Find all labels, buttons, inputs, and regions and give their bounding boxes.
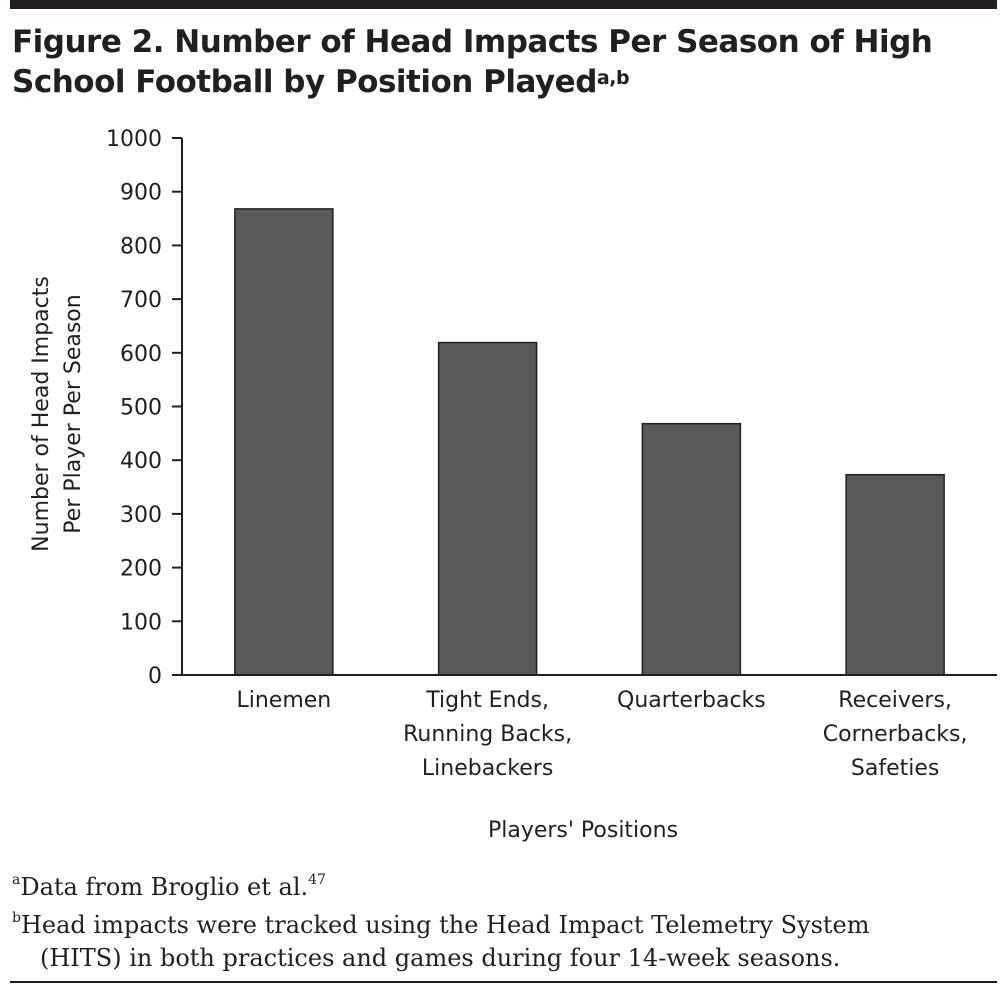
y-tick-label: 0: [148, 664, 162, 689]
y-axis-title: [29, 276, 86, 552]
footnote-b-continued: (HITS) in both practices and games during four 14-week seasons.: [40, 944, 841, 972]
x-tick-label-line: Tight Ends,: [426, 688, 549, 713]
x-tick-label: [617, 688, 766, 713]
footnote-b-line1: Head impacts were tracked using the Head Impact Telemetry System: [20, 911, 870, 939]
y-tick-label: 200: [120, 556, 162, 582]
y-tick-label: 100: [120, 610, 162, 636]
footnote-a-reference: 47: [308, 872, 326, 888]
x-tick-label: [403, 688, 572, 781]
y-axis-ticks: [106, 127, 182, 689]
x-tick-label-line: Linebackers: [421, 756, 554, 781]
figure-title-superscript: a,b: [596, 67, 630, 89]
x-tick-label-line: Linemen: [236, 688, 332, 713]
y-tick-label: 700: [120, 288, 162, 314]
bar: [439, 343, 537, 675]
y-tick-label: 500: [120, 395, 162, 421]
y-tick-label: 400: [120, 449, 162, 475]
figure-title: [12, 22, 997, 102]
x-tick-label-line: Running Backs,: [403, 722, 573, 747]
y-axis-title-line: Number of Head Impacts: [29, 276, 54, 552]
x-tick-label: [823, 688, 968, 781]
y-tick-label: 300: [120, 502, 162, 528]
y-tick-label: 600: [120, 341, 162, 367]
bar-chart: [0, 110, 1007, 850]
figure-title-text: Figure 2. Number of Head Impacts Per Season of High School Football by Position Played: [12, 24, 933, 100]
x-axis-title: Players' Positions: [487, 818, 679, 843]
x-tick-label-line: Receivers,: [838, 688, 952, 713]
footnote-b: [12, 904, 997, 942]
footnote-a-text: Data from Broglio et al.: [20, 873, 309, 901]
y-tick-label: 1000: [106, 127, 162, 152]
bottom-rule: [10, 981, 997, 983]
footnotes: [12, 866, 997, 975]
footnote-b-marker: b: [12, 910, 21, 926]
bars: [235, 209, 944, 675]
y-tick-label: 900: [120, 180, 162, 206]
top-rule: [10, 0, 997, 9]
y-tick-label: 800: [120, 234, 162, 260]
bar: [235, 209, 333, 675]
x-tick-label: [236, 688, 331, 713]
bar: [642, 424, 740, 675]
x-axis-tick-labels: [236, 688, 967, 781]
x-tick-label-line: Quarterbacks: [617, 688, 766, 713]
y-axis-title-line: Per Player Per Season: [61, 294, 86, 534]
bar: [846, 475, 944, 675]
footnote-a-marker: a: [12, 872, 21, 888]
x-tick-label-line: Cornerbacks,: [822, 722, 968, 747]
x-tick-label-line: Safeties: [850, 756, 940, 781]
footnote-a: [12, 866, 997, 904]
